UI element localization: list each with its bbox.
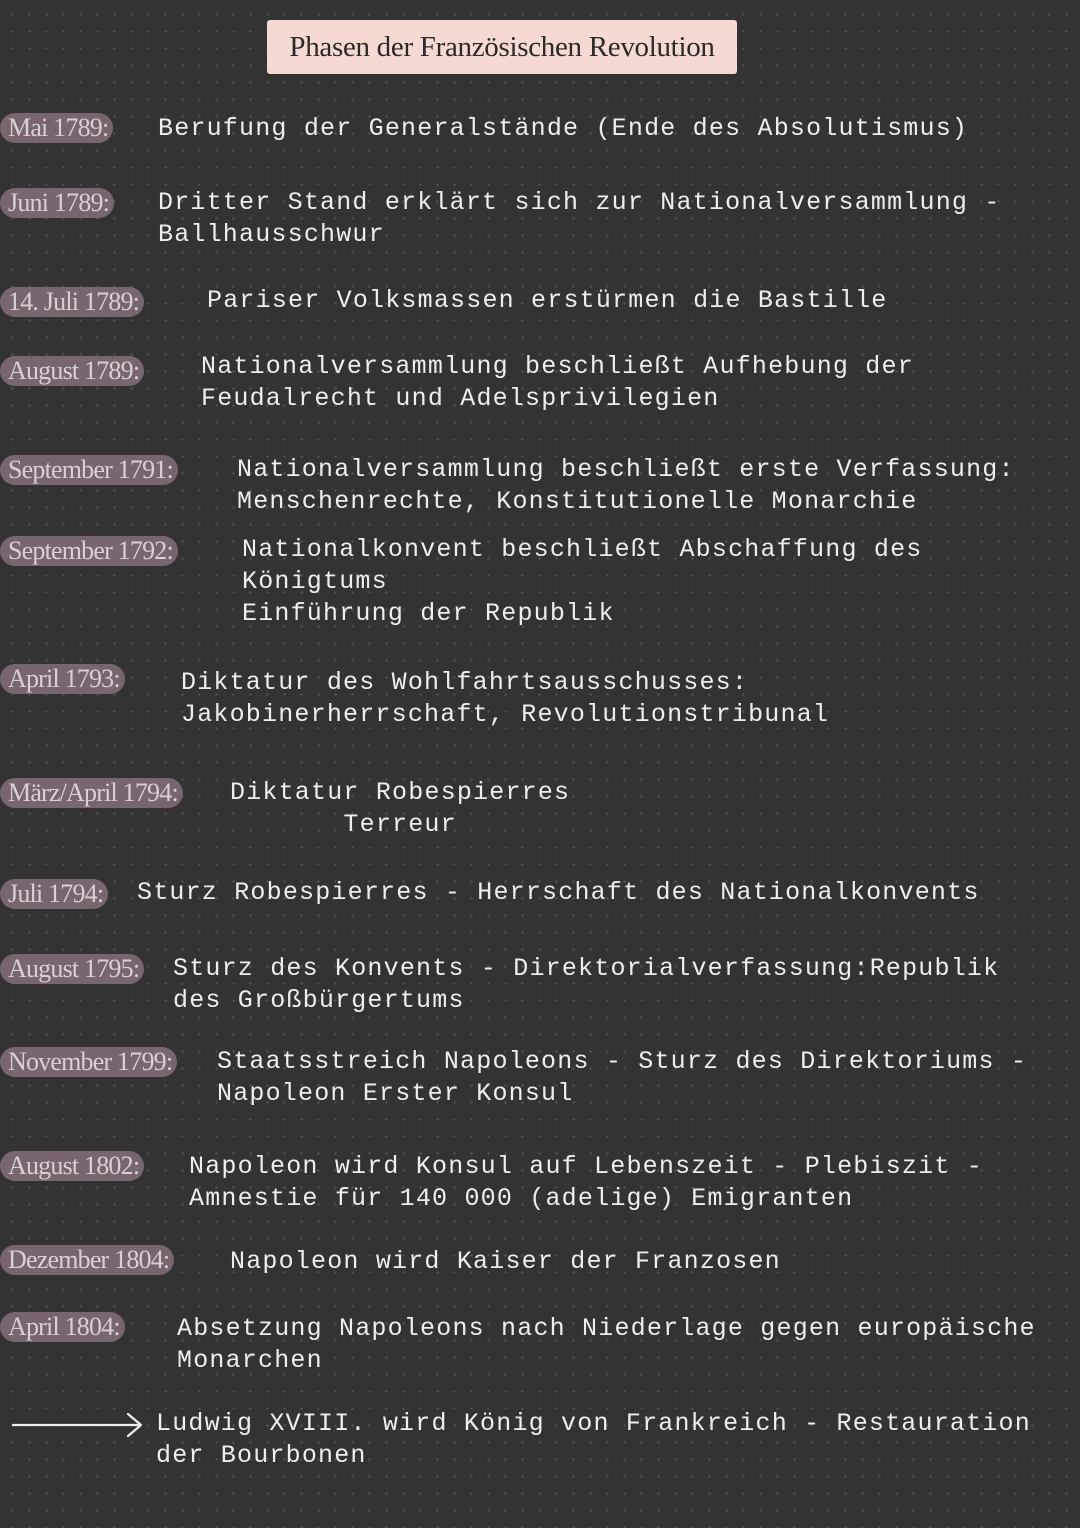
date-label-juni-1789: Juni 1789: <box>0 188 114 218</box>
date-label-august-1795: August 1795: <box>0 954 144 984</box>
date-label-november-1799: November 1799: <box>0 1047 177 1077</box>
date-label-august-1802: August 1802: <box>0 1151 144 1181</box>
event-text-april-1793: Diktatur des Wohlfahrtsausschusses: Jakobinerherrschaft, Revolutionstribunal <box>181 668 830 729</box>
event-text-august-1789: Nationalversammlung beschließt Aufhebung der Feudalrecht und Adelsprivilegien <box>201 352 914 413</box>
page-title-box <box>267 20 737 74</box>
date-label-juli-1794: Juli 1794: <box>0 879 108 909</box>
arrow-right-icon <box>12 1411 144 1439</box>
conclusion-text: Ludwig XVIII. wird König von Frankreich - Restauration der Bourbonen <box>156 1409 1031 1470</box>
date-label-dezember-1804: Dezember 1804: <box>0 1245 174 1275</box>
event-text-september-1791: Nationalversammlung beschließt erste Verfassung: Menschenrechte, Konstitutionelle Monarchie <box>237 455 1015 516</box>
date-label-august-1789: August 1789: <box>0 356 144 386</box>
page-title: Phasen der Französischen Revolution <box>289 30 715 63</box>
event-text-september-1792: Nationalkonvent beschließt Abschaffung des Königtums Einführung der Republik <box>242 535 923 628</box>
event-text-november-1799: Staatsstreich Napoleons - Sturz des Direktoriums - Napoleon Erster Konsul <box>217 1047 1028 1108</box>
event-text-juli-1794: Sturz Robespierres - Herrschaft des Nationalkonvents <box>137 878 980 907</box>
date-label-september-1791: September 1791: <box>0 455 178 485</box>
date-label-14-juli-1789: 14. Juli 1789: <box>0 287 144 317</box>
event-text-14-juli-1789: Pariser Volksmassen erstürmen die Bastille <box>207 286 888 315</box>
date-label-april-1804: April 1804: <box>0 1312 125 1342</box>
event-text-august-1802: Napoleon wird Konsul auf Lebenszeit - Plebiszit - Amnestie für 140 000 (adelige) Emigranten <box>189 1152 983 1213</box>
event-text-august-1795: Sturz des Konvents - Direktorialverfassung:Republik des Großbürgertums <box>173 954 1000 1015</box>
event-text-maerz-april-1794: Diktatur Robespierres Terreur <box>230 778 571 839</box>
event-text-dezember-1804: Napoleon wird Kaiser der Franzosen <box>230 1247 781 1276</box>
event-text-juni-1789: Dritter Stand erklärt sich zur Nationalversammlung - Ballhausschwur <box>158 188 1001 249</box>
date-label-maerz-april-1794: März/April 1794: <box>0 778 183 808</box>
date-label-april-1793: April 1793: <box>0 664 125 694</box>
event-text-mai-1789: Berufung der Generalstände (Ende des Absolutismus) <box>158 114 969 143</box>
date-label-mai-1789: Mai 1789: <box>0 113 113 143</box>
event-text-april-1804: Absetzung Napoleons nach Niederlage gegen europäische Monarchen <box>177 1314 1036 1375</box>
date-label-september-1792: September 1792: <box>0 536 178 566</box>
